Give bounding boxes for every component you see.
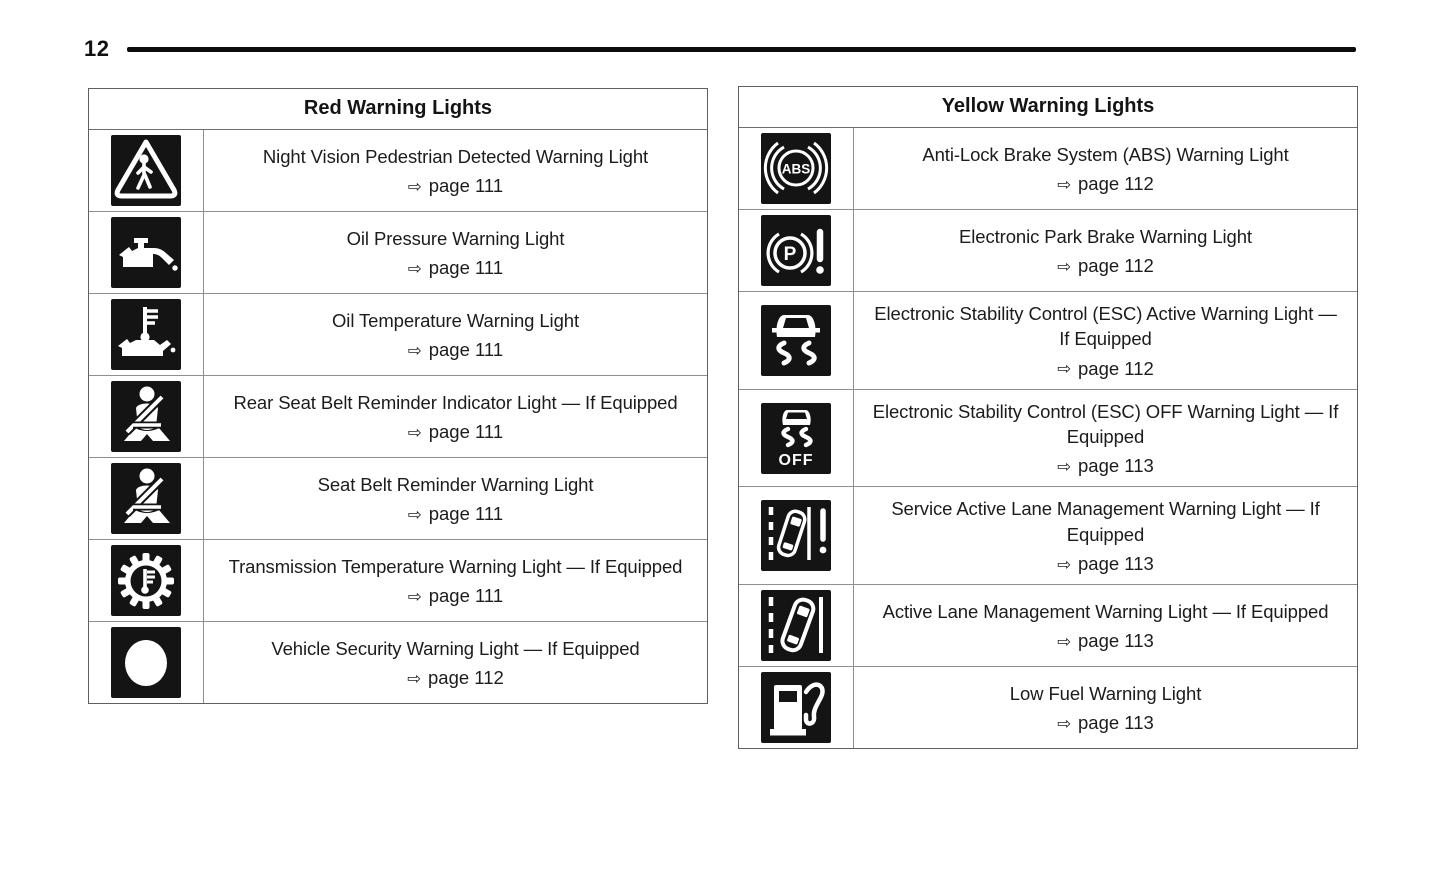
page-ref-text: page 111 (428, 175, 504, 197)
page-ref-text: page 111 (428, 339, 504, 361)
yellow-warning-lights-table (738, 86, 1358, 749)
warning-light-label: Rear Seat Belt Reminder Indicator Light — If Equipped (233, 391, 678, 413)
yellow-table-title: Yellow Warning Lights (739, 87, 1357, 128)
page-ref-text: page 111 (428, 585, 504, 607)
svg-text:ABS: ABS (781, 161, 811, 177)
page-reference (408, 175, 503, 197)
warning-light-label: Electronic Stability Control (ESC) OFF Warning Light — If Equipped (872, 400, 1339, 448)
warning-light-label: Oil Pressure Warning Light (346, 227, 565, 249)
svg-text:OFF: OFF (778, 451, 814, 469)
page-reference (408, 339, 503, 361)
page-reference (1057, 712, 1154, 734)
table-row (739, 667, 1357, 748)
warning-light-label: Transmission Temperature Warning Light — If Equipped (228, 555, 683, 577)
oil-temperature-icon (111, 299, 181, 370)
page-reference (408, 503, 503, 525)
seat-belt-reminder-icon (111, 463, 181, 534)
warning-light-label: Oil Temperature Warning Light (332, 309, 579, 331)
page-reference (1057, 630, 1154, 652)
page-ref-text: page 113 (1078, 455, 1154, 477)
table-row (739, 390, 1357, 488)
page-reference (408, 585, 503, 607)
page-ref-arrow-icon: ⇨ (407, 668, 422, 688)
page-ref-text: page 113 (1078, 553, 1154, 575)
table-row (739, 128, 1357, 210)
page-ref-arrow-icon: ⇨ (1057, 713, 1072, 733)
page-ref-arrow-icon: ⇨ (407, 422, 422, 442)
page-reference (407, 667, 504, 689)
page-ref-text: page 112 (428, 667, 504, 689)
active-lane-management-icon (761, 590, 831, 661)
table-row (89, 376, 707, 458)
page-ref-text: page 111 (428, 257, 504, 279)
transmission-temperature-icon (111, 545, 181, 616)
warning-light-label: Service Active Lane Management Warning Light — If Equipped (891, 498, 1320, 545)
abs-icon (761, 133, 831, 204)
header-rule (127, 47, 1356, 52)
warning-light-label: Low Fuel Warning Light (1009, 682, 1202, 704)
page-ref-arrow-icon: ⇨ (407, 504, 422, 524)
warning-light-label: Vehicle Security Warning Light — If Equipped (271, 637, 640, 659)
page-reference (408, 257, 503, 279)
low-fuel-icon (761, 672, 831, 743)
table-row (739, 585, 1357, 667)
table-row (739, 210, 1357, 292)
table-row (89, 294, 707, 376)
page-ref-arrow-icon: ⇨ (407, 340, 422, 360)
page-number: 12 (84, 36, 110, 61)
page-ref-arrow-icon: ⇨ (407, 258, 422, 278)
page-reference (1057, 255, 1154, 277)
page-ref-arrow-icon: ⇨ (1057, 256, 1072, 276)
page-ref-text: page 112 (1078, 173, 1154, 195)
table-row (739, 487, 1357, 585)
page-ref-arrow-icon: ⇨ (1057, 457, 1072, 477)
red-warning-lights-table (88, 88, 708, 704)
page-ref-arrow-icon: ⇨ (1057, 174, 1072, 194)
esc-active-icon (761, 305, 831, 376)
rear-seat-belt-reminder-icon (111, 381, 181, 452)
page-ref-arrow-icon: ⇨ (407, 586, 422, 606)
page-ref-text: page 112 (1078, 357, 1154, 379)
table-row (89, 622, 707, 703)
table-row (89, 540, 707, 622)
vehicle-security-icon (111, 627, 181, 698)
page-ref-text: page 112 (1078, 255, 1154, 277)
table-row (89, 212, 707, 294)
page-ref-arrow-icon: ⇨ (1057, 359, 1072, 379)
page-ref-text: page 113 (1078, 712, 1154, 734)
red-table-title: Red Warning Lights (89, 89, 707, 130)
warning-light-label: Night Vision Pedestrian Detected Warning Light (262, 145, 649, 167)
table-row (89, 458, 707, 540)
service-active-lane-management-icon (761, 500, 831, 571)
page-reference (1057, 455, 1154, 477)
table-row (739, 292, 1357, 390)
electronic-park-brake-icon (761, 215, 831, 286)
page-reference (1057, 358, 1154, 380)
page-reference (1057, 553, 1154, 575)
warning-light-label: Seat Belt Reminder Warning Light (317, 473, 594, 495)
table-row (89, 130, 707, 212)
night-vision-pedestrian-icon (111, 135, 181, 206)
page-ref-arrow-icon: ⇨ (1057, 631, 1072, 651)
warning-light-label: Active Lane Management Warning Light — If Equipped (882, 600, 1329, 622)
svg-text:P: P (783, 244, 797, 265)
page-ref-arrow-icon: ⇨ (1057, 554, 1072, 574)
page-ref-text: page 113 (1078, 630, 1154, 652)
page-ref-arrow-icon: ⇨ (407, 176, 422, 196)
warning-light-label: Anti-Lock Brake System (ABS) Warning Light (922, 143, 1289, 165)
warning-light-label: Electronic Park Brake Warning Light (959, 225, 1252, 247)
warning-light-label: Electronic Stability Control (ESC) Active Warning Light — If Equipped (874, 303, 1337, 350)
oil-pressure-icon (111, 217, 181, 288)
page-ref-text: page 111 (428, 503, 504, 525)
page-reference (408, 421, 503, 443)
page-ref-text: page 111 (428, 421, 504, 443)
page-reference (1057, 173, 1154, 195)
esc-off-icon (761, 403, 831, 474)
